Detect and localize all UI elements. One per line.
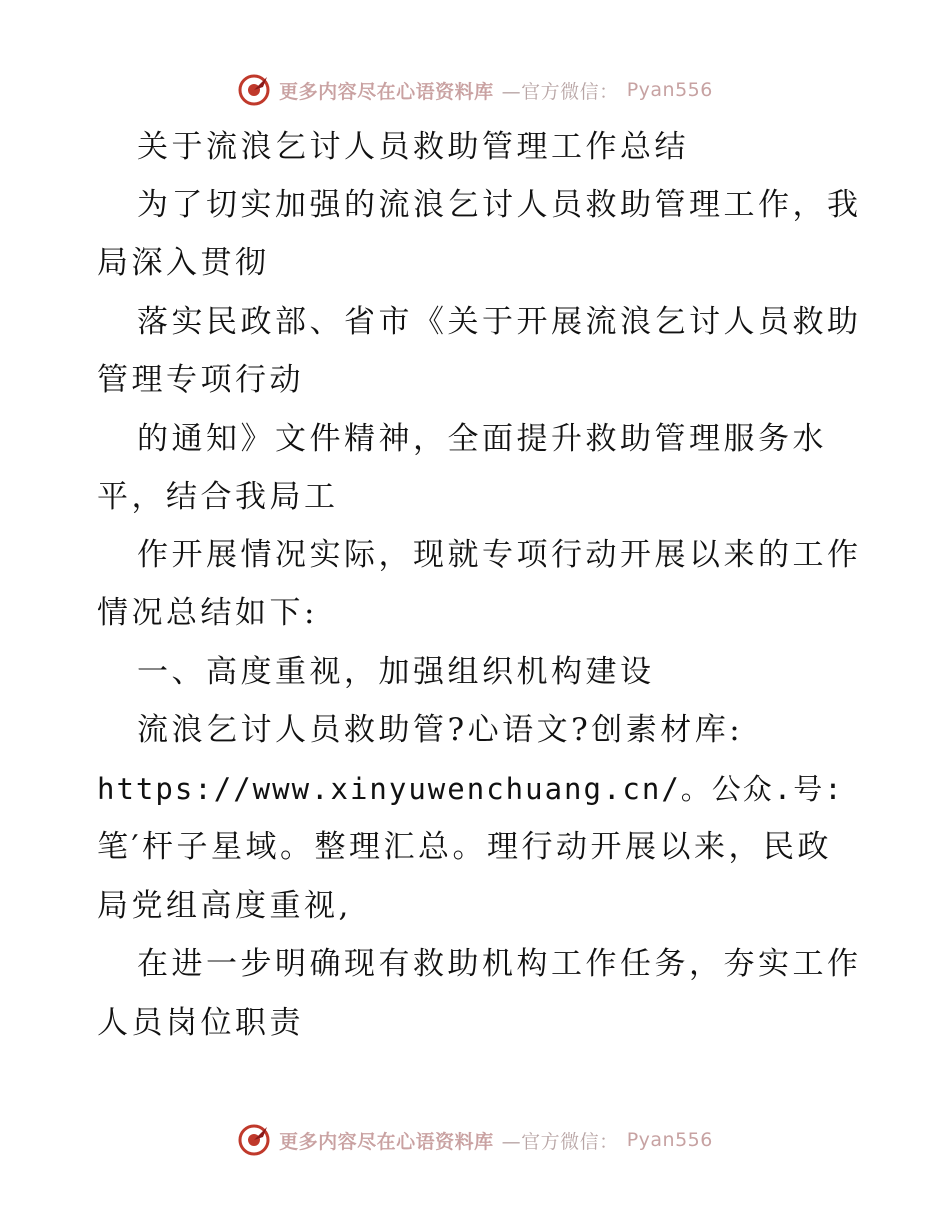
paragraph-line: 局党组高度重视, [97,888,352,924]
paragraph-line: 情况总结如下: [97,595,318,631]
banner-official-text: —官方微信： [501,1130,619,1153]
section-heading: 一、高度重视，加强组织机构建设 [137,654,655,690]
banner-wechat-id: Pyan556 [626,79,713,101]
banner-wechat-id: Pyan556 [626,1129,713,1151]
paragraph-line: 笔′杆子星域。整理汇总。理行动开展以来，民政 [97,829,833,865]
banner-official-text: —官方微信： [501,80,619,103]
header-watermark-banner [0,70,950,110]
paragraph-line-url: https://www.xinyuwenchuang.cn/。公众.号: [97,772,844,806]
paragraph-line: 管理专项行动 [97,362,304,398]
paragraph-line: 人员岗位职责 [97,1005,304,1041]
paragraph-line: 平，结合我局工 [97,479,339,515]
paragraph-line: 的通知》文件精神，全面提升救助管理服务水 [137,421,827,457]
paragraph-line: 局深入贯彻 [97,245,270,281]
paragraph-line: 在进一步明确现有救助机构工作任务，夯实工作 [137,946,862,982]
footer-watermark-banner [0,1120,950,1160]
banner-brand-text: 更多内容尽在心语资料库 [279,1130,494,1153]
feather-pen-logo-icon [237,1123,271,1157]
paragraph-line: 落实民政部、省市《关于开展流浪乞讨人员救助 [137,304,862,340]
banner-brand-text: 更多内容尽在心语资料库 [279,80,494,103]
paragraph-line: 为了切实加强的流浪乞讨人员救助管理工作，我 [137,187,862,223]
feather-pen-logo-icon [237,73,271,107]
paragraph-line: 作开展情况实际，现就专项行动开展以来的工作 [137,537,862,573]
document-title: 关于流浪乞讨人员救助管理工作总结 [137,129,689,165]
paragraph-line: 流浪乞讨人员救助管?心语文?创素材库: [137,712,744,748]
